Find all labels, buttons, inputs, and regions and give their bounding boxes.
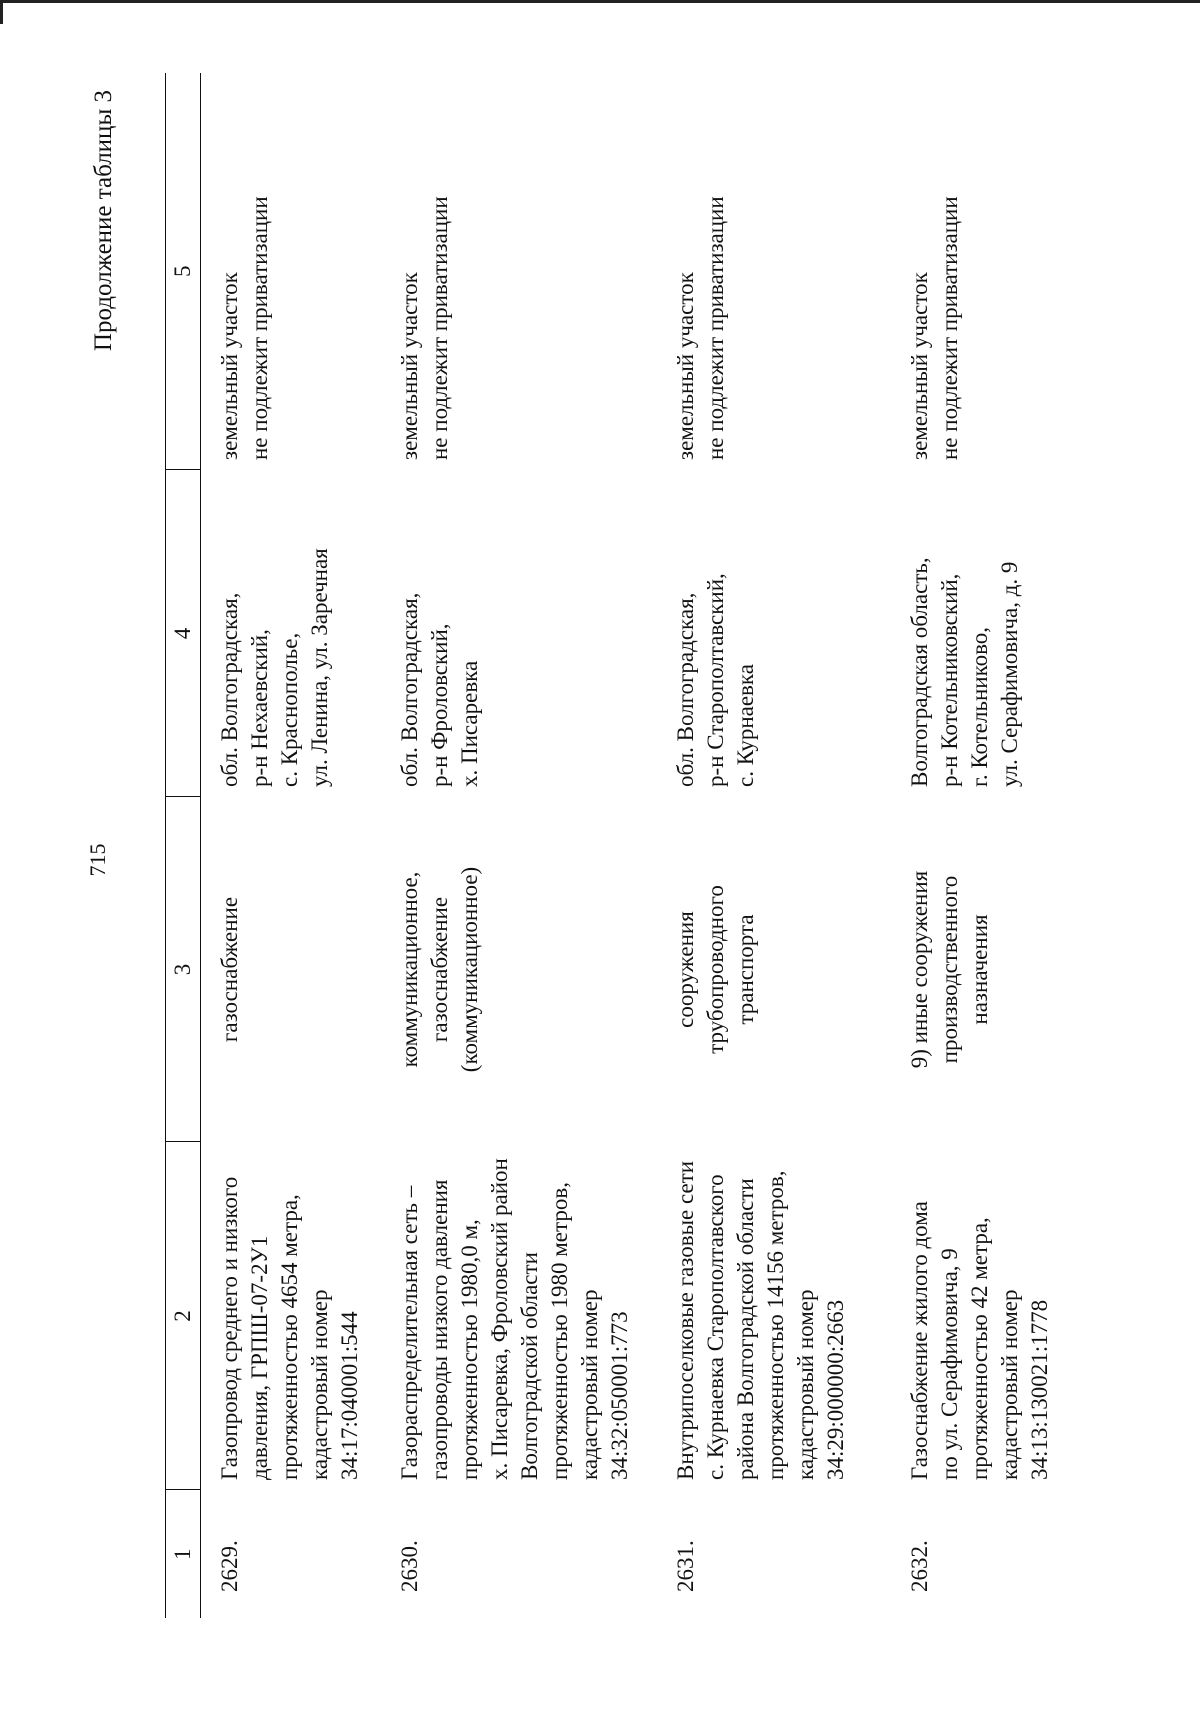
cell-purpose-line: газоснабжение bbox=[217, 896, 242, 1043]
cell-address-line: обл. Волгоградская, bbox=[397, 592, 422, 787]
cell-purpose-line: назначения bbox=[967, 914, 992, 1025]
cell-object-line: протяженностью 4654 метра, bbox=[277, 1194, 302, 1480]
cell-address bbox=[657, 470, 891, 797]
cell-number: 2631. bbox=[673, 1540, 698, 1592]
cell-object-line: кадастровый номер bbox=[793, 1289, 818, 1480]
cell-purpose-line: производственного bbox=[937, 875, 962, 1064]
cell-note-line: земельный участок bbox=[673, 272, 698, 460]
cell-object-line: кадастровый номер bbox=[997, 1289, 1022, 1480]
cell-address-line: р-н Нехаевский, bbox=[247, 629, 272, 787]
cell-purpose bbox=[381, 797, 657, 1142]
cell-purpose-line: трубопроводного bbox=[703, 885, 728, 1054]
cell-address-line: р-н Котельниковский, bbox=[937, 573, 962, 787]
table-row bbox=[201, 73, 382, 1618]
cell-object-line: по ул. Серафимовича, 9 bbox=[937, 1248, 962, 1480]
cell-purpose bbox=[891, 797, 1055, 1142]
cell-address-line: х. Писаревка bbox=[457, 660, 482, 787]
cell-note bbox=[201, 73, 382, 470]
cell-object-line: Волгоградской области bbox=[517, 1252, 542, 1480]
cell-object-line: с. Курнаевка Старополтавского bbox=[703, 1174, 728, 1480]
cell-object-line: протяженностью 14156 метров, bbox=[763, 1170, 788, 1480]
cell-note-line: не подлежит приватизации bbox=[247, 196, 272, 460]
cell-object-line: кадастровый номер bbox=[577, 1289, 602, 1480]
cell-number: 2630. bbox=[397, 1540, 422, 1592]
cell-address-line: р-н Фроловский, bbox=[427, 623, 452, 787]
cell-note-line: не подлежит приватизации bbox=[703, 196, 728, 460]
cell-object-line: района Волгоградской области bbox=[733, 1178, 758, 1480]
column-header-3: 3 bbox=[166, 797, 201, 1142]
table-row bbox=[657, 73, 891, 1618]
column-header-4: 4 bbox=[166, 470, 201, 797]
cell-object bbox=[201, 1142, 382, 1490]
cell-address bbox=[201, 470, 382, 797]
cell-object bbox=[381, 1142, 657, 1490]
table-header-row bbox=[166, 73, 201, 1618]
cell-object-line: Внутрипоселковые газовые сети bbox=[673, 1160, 698, 1480]
cell-object-line: протяженностью 1980 метров, bbox=[547, 1182, 572, 1480]
cell-note-line: земельный участок bbox=[397, 272, 422, 460]
cell-address-line: р-н Старополтавский, bbox=[703, 573, 728, 787]
cell-purpose-line: сооружения bbox=[673, 911, 698, 1028]
cell-note-line: не подлежит приватизации bbox=[427, 196, 452, 460]
cell-number: 2629. bbox=[217, 1540, 242, 1592]
cell-object-line: Газоснабжение жилого дома bbox=[907, 1201, 932, 1480]
cell-address-line: Волгоградская область, bbox=[907, 557, 932, 787]
cell-note-line: не подлежит приватизации bbox=[937, 196, 962, 460]
cell-purpose-line: транспорта bbox=[733, 914, 758, 1025]
cell-object-line: 34:17:040001:544 bbox=[337, 1311, 362, 1480]
cell-object-line: протяженностью 42 метра, bbox=[967, 1217, 992, 1480]
cell-purpose-line: (коммуникационное) bbox=[457, 866, 482, 1073]
cell-address-line: г. Котельниково, bbox=[967, 626, 992, 787]
column-header-2: 2 bbox=[166, 1142, 201, 1490]
cell-object-line: Газопровод среднего и низкого bbox=[217, 1176, 242, 1480]
cell-object-line: протяженностью 1980,0 м, bbox=[457, 1219, 482, 1480]
cell-address-line: с. Краснополье, bbox=[277, 632, 302, 787]
cell-purpose bbox=[201, 797, 382, 1142]
cell-object-line: х. Писаревка, Фроловский район bbox=[487, 1158, 512, 1480]
cell-object bbox=[891, 1142, 1055, 1490]
cell-object bbox=[657, 1142, 891, 1490]
cell-purpose-line: газоснабжение bbox=[427, 896, 452, 1043]
column-header-1: 1 bbox=[166, 1490, 201, 1618]
cell-address-line: обл. Волгоградская, bbox=[673, 592, 698, 787]
cell-object-line: Газораспределительная сеть – bbox=[397, 1185, 422, 1480]
cell-note-line: земельный участок bbox=[907, 272, 932, 460]
cell-address bbox=[891, 470, 1055, 797]
cell-address bbox=[381, 470, 657, 797]
cell-purpose bbox=[657, 797, 891, 1142]
table-body bbox=[201, 73, 1056, 1618]
property-table bbox=[165, 73, 1055, 1618]
cell-note bbox=[381, 73, 657, 470]
cell-purpose-line: 9) иные сооружения bbox=[907, 870, 932, 1069]
page-number: 715 bbox=[85, 843, 110, 877]
cell-address-line: ул. Серафимовича, д. 9 bbox=[997, 561, 1022, 787]
cell-address-line: обл. Волгоградская, bbox=[217, 592, 242, 787]
cell-address-line: ул. Ленина, ул. Заречная bbox=[307, 548, 332, 787]
table-row bbox=[381, 73, 657, 1618]
cell-object-line: 34:32:050001:773 bbox=[607, 1311, 632, 1480]
cell-object-line: кадастровый номер bbox=[307, 1289, 332, 1480]
cell-number: 2632. bbox=[907, 1540, 932, 1592]
cell-address-line: с. Курнаевка bbox=[733, 664, 758, 787]
cell-note-line: земельный участок bbox=[217, 272, 242, 460]
cell-object-line: 34:13:130021:1778 bbox=[1027, 1299, 1052, 1480]
cell-object-line: газопроводы низкого давления bbox=[427, 1179, 452, 1480]
table-caption: Продолжение таблицы 3 bbox=[90, 90, 117, 352]
column-header-5: 5 bbox=[166, 73, 201, 470]
table-row bbox=[891, 73, 1055, 1618]
cell-note bbox=[891, 73, 1055, 470]
cell-object-line: давления, ГРПШ-07-2У1 bbox=[247, 1235, 272, 1480]
cell-note bbox=[657, 73, 891, 470]
cell-object-line: 34:29:000000:2663 bbox=[823, 1299, 848, 1480]
cell-purpose-line: коммуникационное, bbox=[397, 871, 422, 1068]
